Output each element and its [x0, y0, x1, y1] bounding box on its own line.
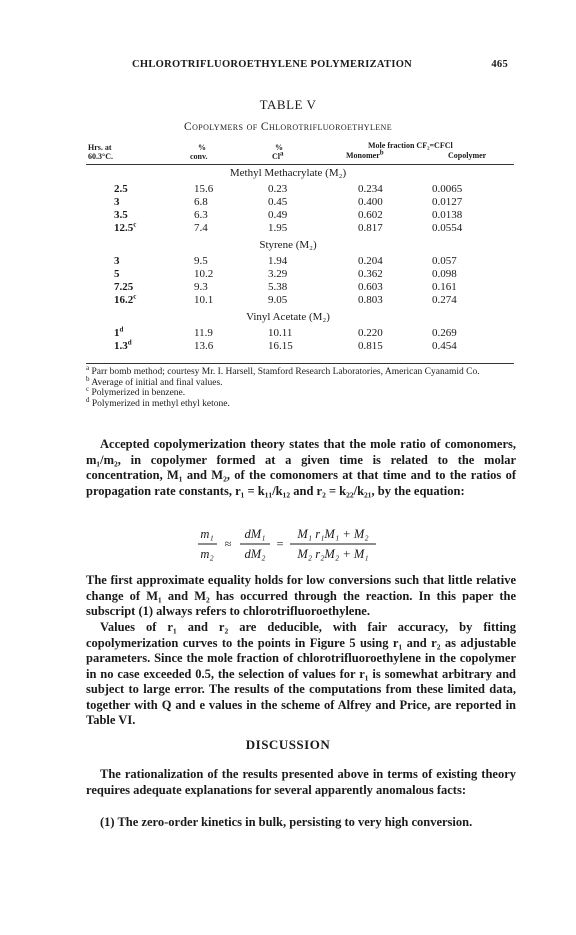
cell-conversion: 9.5	[194, 255, 208, 267]
section-title: Styrene (M₂)	[259, 239, 317, 251]
cell-copolymer-fraction: 0.057	[432, 255, 457, 267]
table-label: TABLE V	[259, 97, 317, 112]
cell-monomer-fraction: 0.602	[358, 209, 383, 221]
header-cl-line2: Cl$^a$	[272, 149, 284, 161]
cell-conversion: 6.3	[194, 209, 208, 221]
cell-copolymer-fraction: 0.454	[432, 340, 457, 352]
cell-chlorine: 16.15	[268, 340, 293, 352]
cell-chlorine: 1.94	[268, 255, 288, 267]
cell-copolymer-fraction: 0.161	[432, 281, 457, 293]
header-monomer: Monomer$^b$	[346, 148, 384, 160]
header-conv-line2: conv.	[190, 152, 208, 161]
cell-hours: 5	[114, 268, 120, 280]
paragraph-reactivity-ratios: Values of r₁ and r₂ are deducible, with fair accuracy, by fitting copolymerization curves to the points in Figure 5 using r₁ and r₂ as adjustable parameters. Since the mole fraction of chlorotrifluoroethylene in the copolymer in no case exceeded 0.5, the selection of values for r₁ is somewhat arbitrary and subject to large error. The results of the computations from these limited data, together with Q and e values in the scheme of Alfrey and Price, are reported in Table VI.	[86, 620, 516, 727]
page-number: 465	[491, 59, 508, 70]
eq-approx: ≈	[224, 537, 232, 551]
header-hrs-line1: Hrs. at	[88, 143, 112, 152]
cell-conversion: 10.1	[194, 294, 214, 306]
table-caption: Copolymers of Chlorotrifluoroethylene	[184, 121, 392, 133]
cell-conversion: 9.3	[194, 281, 208, 293]
table-row	[86, 183, 514, 196]
table-row	[86, 268, 514, 281]
cell-conversion: 10.2	[194, 268, 214, 280]
paragraph-zero-order-kinetics: (1) The zero-order kinetics in bulk, persisting to very high conversion.	[100, 815, 473, 829]
section-title: Methyl Methacrylate (M₂)	[229, 167, 347, 179]
cell-monomer-fraction: 0.400	[358, 196, 383, 208]
cell-chlorine: 5.38	[268, 281, 288, 293]
table-row	[86, 196, 514, 209]
footnote: $^b$ Average of initial and final values.	[86, 374, 223, 388]
cell-copolymer-fraction: 0.0138	[432, 209, 463, 221]
cell-monomer-fraction: 0.817	[358, 222, 383, 234]
cell-hours: 16.2$^c$	[114, 292, 137, 306]
cell-hours: 1$^d$	[114, 325, 124, 339]
eq-mid-numerator: dM₁	[244, 527, 266, 541]
cell-chlorine: 9.05	[268, 294, 288, 306]
eq-rhs-denominator: M₂ r₂M₂ + M₁	[297, 547, 369, 561]
cell-conversion: 11.9	[194, 327, 213, 339]
footnote: $^d$ Polymerized in methyl ethyl ketone.	[86, 395, 230, 409]
cell-hours: 1.3$^d$	[114, 338, 132, 352]
cell-copolymer-fraction: 0.269	[432, 327, 457, 339]
cell-copolymer-fraction: 0.0554	[432, 222, 463, 234]
cell-hours: 3	[114, 196, 120, 208]
paragraph-approximation: The first approximate equality holds for low conversions such that little relative change of M₁ and M₂ has occurred through the reaction. In this paper the subscript (1) always refers to chlorotrifluoroethylene.	[86, 573, 516, 618]
cell-chlorine: 0.23	[268, 183, 288, 195]
eq-rhs-numerator: M₁ r₁M₁ + M₂	[297, 527, 369, 541]
cell-copolymer-fraction: 0.274	[432, 294, 457, 306]
eq-lhs-numerator: m₁	[200, 527, 214, 541]
cell-hours: 3.5	[114, 209, 128, 221]
cell-monomer-fraction: 0.234	[358, 183, 383, 195]
cell-hours: 7.25	[114, 281, 134, 293]
table-row	[86, 209, 514, 222]
copolymer-equation	[0, 520, 576, 572]
footnote: $^c$ Polymerized in benzene.	[86, 384, 186, 398]
eq-equals: =	[276, 537, 284, 551]
cell-chlorine: 1.95	[268, 222, 288, 234]
equation-graphic	[0, 520, 576, 568]
header-copolymer: Copolymer	[448, 151, 487, 160]
cell-monomer-fraction: 0.603	[358, 281, 383, 293]
cell-conversion: 13.6	[194, 340, 214, 352]
cell-monomer-fraction: 0.220	[358, 327, 383, 339]
eq-mid-denominator: dM₂	[244, 547, 266, 561]
table-header	[86, 139, 514, 163]
cell-chlorine: 0.45	[268, 196, 288, 208]
cell-hours: 3	[114, 255, 120, 267]
cell-copolymer-fraction: 0.0127	[432, 196, 463, 208]
cell-copolymer-fraction: 0.0065	[432, 183, 463, 195]
cell-monomer-fraction: 0.803	[358, 294, 383, 306]
table-row	[86, 340, 514, 353]
header-hrs-line2: 60.3°C.	[88, 152, 113, 161]
cell-monomer-fraction: 0.204	[358, 255, 383, 267]
table-footnotes	[86, 363, 516, 409]
cell-copolymer-fraction: 0.098	[432, 268, 457, 280]
footnote: $^a$ Parr bomb method; courtesy Mr. I. Harsell, Stamford Research Laboratories, American Cyanamid Co.	[86, 363, 480, 377]
table-row	[86, 281, 514, 294]
header-mole-fraction: Mole fraction CF₂=CFCl	[368, 141, 453, 150]
cell-hours: 2.5	[114, 183, 128, 195]
section-heading-discussion: DISCUSSION	[245, 737, 331, 752]
cell-chlorine: 10.11	[268, 327, 293, 339]
header-rule	[86, 164, 514, 165]
header-conv-line1: %	[198, 143, 206, 152]
running-head-title: CHLOROTRIFLUOROETHYLENE POLYMERIZATION	[132, 59, 413, 70]
cell-monomer-fraction: 0.362	[358, 268, 383, 280]
cell-conversion: 6.8	[194, 196, 208, 208]
paragraph-rationalization: The rationalization of the results presented above in terms of existing theory requires adequate explanations for several apparently anomalous facts:	[86, 767, 516, 797]
section-title: Vinyl Acetate (M₂)	[246, 311, 330, 323]
cell-chlorine: 0.49	[268, 209, 288, 221]
table-row	[86, 327, 514, 340]
cell-hours: 12.5$^c$	[114, 220, 137, 234]
table-row	[86, 255, 514, 268]
paragraph-copolymerization-theory: Accepted copolymerization theory states that the mole ratio of comonomers, m₁/m₂, in copolymer formed at a given time is related to the molar concentration, M₁ and M₂, of the comonomers at that time and to the ratios of propagation rate constants, r₁ = k₁₁/k₁₂ and r₂ = k₂₂/k₂₁, by the equation:	[86, 437, 516, 498]
cell-conversion: 15.6	[194, 183, 214, 195]
cell-conversion: 7.4	[194, 222, 208, 234]
header-cl-line1: %	[275, 143, 283, 152]
cell-chlorine: 3.29	[268, 268, 288, 280]
footer-rule	[86, 363, 514, 364]
table-row	[86, 222, 514, 235]
eq-lhs-denominator: m₂	[200, 547, 214, 561]
table-row	[86, 294, 514, 307]
cell-monomer-fraction: 0.815	[358, 340, 383, 352]
